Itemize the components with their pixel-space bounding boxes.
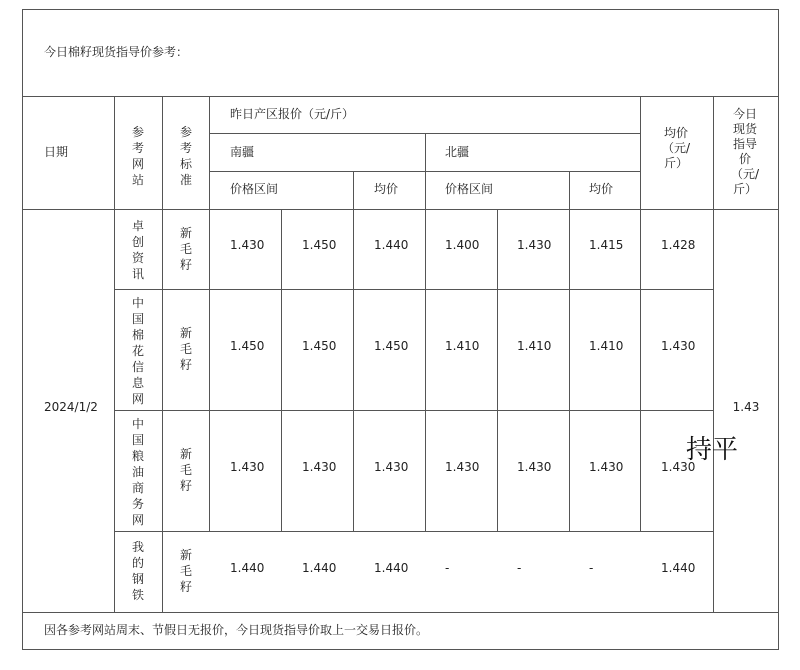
header-date: 日期 [44, 145, 69, 159]
rule [114, 96, 115, 613]
rule [22, 649, 779, 650]
row-4-north-high: - [517, 561, 522, 575]
rule [640, 96, 641, 532]
trend-stamp: 持平 [686, 435, 739, 465]
header-south-range: 价格区间 [230, 182, 279, 196]
row-4-north-low: - [445, 561, 450, 575]
row-3-standard: 新毛籽 [179, 447, 192, 493]
rule [713, 96, 714, 613]
row-2-north-low: 1.410 [445, 339, 480, 353]
row-3-north-low: 1.430 [445, 460, 480, 474]
row-4-standard: 新毛籽 [179, 548, 192, 594]
row-3-site: 中国粮油商务网 [131, 417, 144, 527]
rule [569, 171, 570, 532]
rule [22, 96, 779, 97]
row-4-south-low: 1.440 [230, 561, 265, 575]
rule [22, 209, 779, 210]
rule [114, 531, 713, 532]
rule [353, 171, 354, 532]
header-avg-price: 均价（元/斤） [661, 126, 691, 170]
row-2-site: 中国棉花信息网 [131, 296, 144, 406]
row-2-south-avg: 1.450 [374, 339, 409, 353]
rule [281, 209, 282, 532]
row-1-north-high: 1.430 [517, 238, 552, 252]
rule [209, 96, 210, 532]
row-3-north-high: 1.430 [517, 460, 552, 474]
header-north: 北疆 [445, 145, 470, 159]
row-4-south-avg: 1.440 [374, 561, 409, 575]
row-1-south-low: 1.430 [230, 238, 265, 252]
rule [425, 133, 426, 532]
price-table [22, 9, 779, 650]
row-1-site: 卓创资讯 [131, 219, 144, 281]
rule [778, 9, 779, 650]
row-4-north-avg: - [589, 561, 594, 575]
header-north-avg: 均价 [589, 182, 614, 196]
rule [114, 289, 713, 290]
today-price-cell: 1.43 [732, 400, 760, 414]
header-standard: 参考标准 [179, 125, 192, 187]
header-site: 参考网站 [131, 125, 144, 187]
header-yesterday: 昨日产区报价（元/斤） [230, 107, 355, 121]
rule [162, 96, 163, 613]
rule [22, 9, 779, 10]
header-today-price: 今日现货指导价（元/斤） [730, 107, 760, 196]
header-north-range: 价格区间 [445, 182, 494, 196]
row-2-south-high: 1.450 [302, 339, 337, 353]
table-title: 今日棉籽现货指导价参考： [44, 45, 189, 59]
header-south-avg: 均价 [374, 182, 399, 196]
header-south: 南疆 [230, 145, 255, 159]
row-4-avg: 1.440 [661, 561, 696, 575]
row-1-north-low: 1.400 [445, 238, 480, 252]
row-4-site: 我的钢铁 [131, 540, 144, 602]
row-1-north-avg: 1.415 [589, 238, 624, 252]
rule [497, 209, 498, 532]
row-3-south-avg: 1.430 [374, 460, 409, 474]
row-4-south-high: 1.440 [302, 561, 337, 575]
row-1-south-high: 1.450 [302, 238, 337, 252]
row-3-south-low: 1.430 [230, 460, 265, 474]
row-1-avg: 1.428 [661, 238, 696, 252]
row-2-avg: 1.430 [661, 339, 696, 353]
row-1-standard: 新毛籽 [179, 226, 192, 272]
rule [22, 9, 23, 650]
row-3-avg: 1.430 [661, 460, 696, 474]
row-1-south-avg: 1.440 [374, 238, 409, 252]
row-2-north-high: 1.410 [517, 339, 552, 353]
date-cell: 2024/1/2 [44, 400, 98, 414]
footnote: 因各参考网站周末、节假日无报价，今日现货指导价取上一交易日报价。 [44, 623, 429, 637]
rule [114, 410, 713, 411]
row-2-north-avg: 1.410 [589, 339, 624, 353]
row-3-north-avg: 1.430 [589, 460, 624, 474]
rule [22, 612, 779, 613]
row-2-standard: 新毛籽 [179, 326, 192, 372]
row-3-south-high: 1.430 [302, 460, 337, 474]
row-2-south-low: 1.450 [230, 339, 265, 353]
